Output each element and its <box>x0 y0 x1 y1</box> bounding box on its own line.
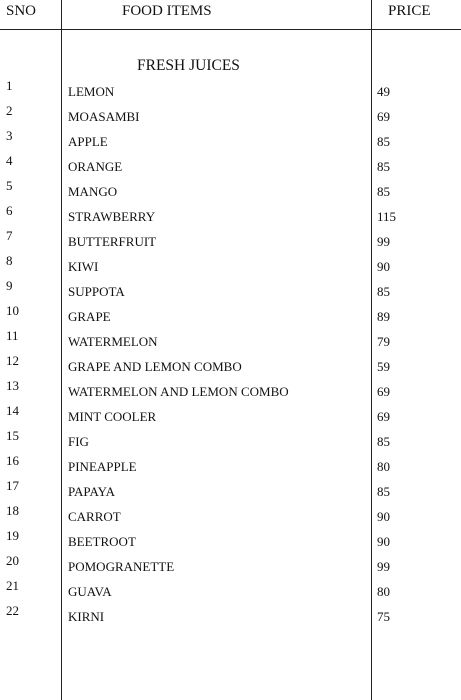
row-food-item: GUAVA <box>68 584 112 599</box>
row-price: 69 <box>377 409 390 424</box>
row-food-item: ORANGE <box>68 159 123 174</box>
row-price: 115 <box>377 209 397 224</box>
row-food-item: MOASAMBI <box>68 109 140 124</box>
row-sno: 20 <box>6 553 19 568</box>
row-food-item: LEMON <box>68 84 115 99</box>
row-price: 85 <box>377 484 390 499</box>
row-food-item: WATERMELON <box>68 334 158 349</box>
header-price: PRICE <box>388 3 431 19</box>
row-food-item: MINT COOLER <box>68 409 157 424</box>
row-sno: 18 <box>6 503 19 518</box>
row-price: 85 <box>377 134 390 149</box>
row-price: 89 <box>377 309 390 324</box>
row-sno: 7 <box>6 228 13 243</box>
row-price: 90 <box>377 509 390 524</box>
row-price: 85 <box>377 159 390 174</box>
row-sno: 6 <box>6 203 13 218</box>
row-food-item: SUPPOTA <box>68 284 125 299</box>
row-price: 79 <box>377 334 390 349</box>
row-price: 85 <box>377 434 390 449</box>
row-food-item: BEETROOT <box>68 534 136 549</box>
row-price: 85 <box>377 184 390 199</box>
row-sno: 2 <box>6 103 13 118</box>
row-sno: 22 <box>6 603 19 618</box>
row-price: 90 <box>377 259 390 274</box>
row-food-item: GRAPE AND LEMON COMBO <box>68 359 242 374</box>
column-divider-price <box>371 0 372 700</box>
row-price: 80 <box>377 459 390 474</box>
row-sno: 3 <box>6 128 13 143</box>
row-food-item: KIRNI <box>68 609 105 624</box>
row-food-item: STRAWBERRY <box>68 209 156 224</box>
row-food-item: CARROT <box>68 509 121 524</box>
row-price: 59 <box>377 359 390 374</box>
row-food-item: PAPAYA <box>68 484 115 499</box>
row-sno: 19 <box>6 528 19 543</box>
row-food-item: FIG <box>68 434 89 449</box>
row-sno: 1 <box>6 78 13 93</box>
row-sno: 13 <box>6 378 19 393</box>
header-food-items: FOOD ITEMS <box>122 3 212 19</box>
row-sno: 21 <box>6 578 19 593</box>
row-food-item: KIWI <box>68 259 99 274</box>
row-food-item: WATERMELON AND LEMON COMBO <box>68 384 289 399</box>
row-price: 75 <box>377 609 390 624</box>
row-price: 99 <box>377 234 390 249</box>
row-price: 69 <box>377 384 390 399</box>
row-food-item: APPLE <box>68 134 108 149</box>
section-title: FRESH JUICES <box>137 57 240 74</box>
row-sno: 8 <box>6 253 13 268</box>
row-sno: 15 <box>6 428 19 443</box>
column-divider-sno <box>61 0 62 700</box>
row-sno: 10 <box>6 303 19 318</box>
row-price: 80 <box>377 584 390 599</box>
row-sno: 9 <box>6 278 13 293</box>
row-price: 90 <box>377 534 390 549</box>
row-sno: 16 <box>6 453 19 468</box>
row-price: 85 <box>377 284 390 299</box>
row-price: 49 <box>377 84 390 99</box>
row-price: 99 <box>377 559 390 574</box>
row-sno: 14 <box>6 403 19 418</box>
row-sno: 11 <box>6 328 19 343</box>
row-sno: 4 <box>6 153 13 168</box>
header-sno: SNO <box>6 3 37 19</box>
row-food-item: POMOGRANETTE <box>68 559 175 574</box>
row-food-item: GRAPE <box>68 309 111 324</box>
header-divider <box>0 29 461 30</box>
row-sno: 17 <box>6 478 19 493</box>
row-food-item: BUTTERFRUIT <box>68 234 157 249</box>
row-sno: 5 <box>6 178 13 193</box>
row-price: 69 <box>377 109 390 124</box>
row-sno: 12 <box>6 353 19 368</box>
row-food-item: MANGO <box>68 184 118 199</box>
row-food-item: PINEAPPLE <box>68 459 137 474</box>
